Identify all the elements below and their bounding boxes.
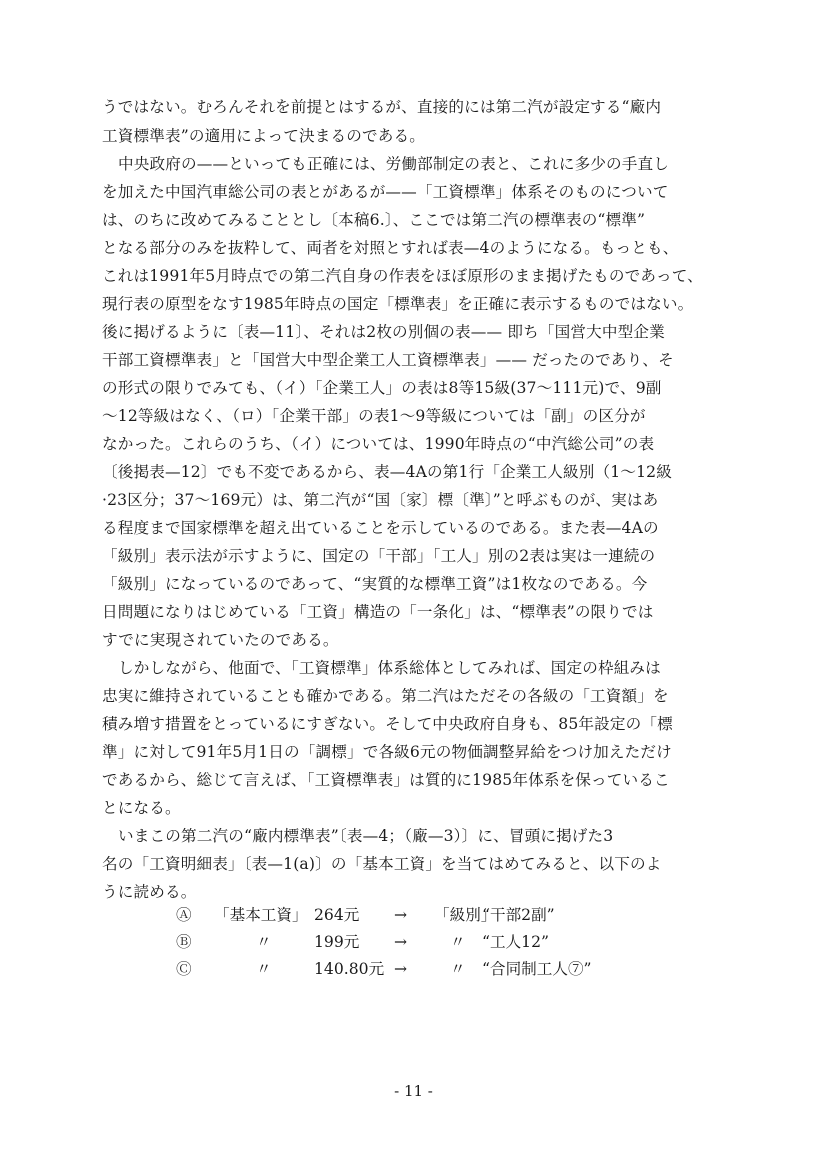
arrow-icon: → [394, 933, 408, 951]
body-line: を加えた中国汽車総公司の表とがあるが——「工資標準」体系そのものについて [102, 183, 669, 201]
body-line: であるから、総じて言えば、「工資標準表」は質的に1985年体系を保っているこ [102, 771, 670, 789]
body-line: る程度まで国家標準を超え出ていることを示しているのである。また表—4Aの [102, 519, 659, 537]
body-line: 中央政府の——といっても正確には、労働部制定の表と、これに多少の手直し [118, 155, 670, 173]
list-item-value: 140.80元 [314, 960, 385, 978]
body-line: これは1991年5月時点での第二汽自身の作表をほぼ原形のまま掲げたものであって、 [102, 267, 703, 285]
body-line: 忠実に維持されていることも確かである。第二汽はただその各級の「工資額」を [102, 687, 669, 705]
body-line: ～12等級はなく、（ロ）「企業干部」の表1～9等級については「副」の区分が [102, 407, 646, 425]
list-item-value: 264元 [314, 906, 360, 924]
list-item [176, 929, 646, 955]
body-line: 現行表の原型をなす1985年時点の国定「標準表」を正確に表示するものではない。 [102, 295, 694, 313]
list-item [176, 902, 646, 928]
body-line: うではない。むろんそれを前提とはするが、直接的には第二汽が設定する“廠内 [102, 98, 662, 116]
list-item-grade: “干部2副” [482, 906, 555, 924]
body-line: 「級別」になっているのであって、“実質的な標準工資”は1枚なのである。今 [102, 575, 648, 593]
body-line: とになる。 [102, 799, 181, 817]
body-line: 後に掲げるように〔表—11〕、それは2枚の別個の表—— 即ち「国営大中型企業 [102, 323, 665, 341]
body-line: は、のちに改めてみることとし〔本稿6.〕、ここでは第二汽の標準表の“標準” [102, 211, 646, 229]
page-number: - 11 - [394, 1082, 433, 1100]
body-line: 工資標準表”の適用によって決まるのである。 [102, 127, 425, 145]
body-line: ·23区分；37～169元）は、第二汽が“国〔家〕標〔準〕”と呼ぶものが、実はあ [102, 491, 659, 509]
list-marker: Ⓐ [176, 906, 192, 924]
body-line: しかしながら、他面で、「工資標準」体系総体としてみれば、国定の枠組みは [118, 659, 661, 677]
list-item-grade: “工人12” [482, 933, 549, 951]
body-line: となる部分のみを抜粋して、両者を対照とすれば表—4のようになる。もっとも、 [102, 239, 679, 257]
list-item-value: 199元 [314, 933, 360, 951]
body-line: うに読める。 [102, 883, 197, 901]
list-item-label: 〃 [256, 960, 272, 978]
body-line: 日問題になりはじめている「工資」構造の「一条化」は、“標準表”の限りでは [102, 603, 654, 621]
body-line: 干部工資標準表」と「国営大中型企業工人工資標準表」—— だったのであり、そ [102, 351, 674, 369]
list-item-label: 「基本工資」 [214, 906, 308, 924]
body-line: なかった。これらのうち、（イ）については、1990年時点の“中汽総公司”の表 [102, 435, 655, 453]
body-line: 〔後掲表—12〕でも不変であるから、表—4Aの第1行「企業工人級別（1～12級 [102, 463, 672, 481]
body-line: 準」に対して91年5月1日の「調標」で各級6元の物価調整昇給をつけ加えただけ [102, 743, 672, 761]
arrow-icon: → [394, 906, 408, 924]
body-line: 「級別」表示法が示すように、国定の「干部」「工人」別の2表は実は一連続の [102, 547, 656, 565]
list-marker: Ⓑ [176, 933, 192, 951]
list-item-category: 〃 [450, 933, 466, 951]
list-marker: Ⓒ [176, 960, 192, 978]
list-item [176, 956, 646, 982]
body-line: いまこの第二汽の“廠内標準表”〔表—4；（廠—3）〕に、冒頭に掲げた3 [118, 827, 614, 845]
body-line: すでに実現されていたのである。 [102, 631, 339, 649]
body-line: の形式の限りでみても、（イ）「企業工人」の表は8等15級(37～111元)で、9副 [102, 379, 662, 397]
list-item-category: 〃 [450, 960, 466, 978]
body-line: 積み増す措置をとっているにすぎない。そして中央政府自身も、85年設定の「標 [102, 715, 673, 733]
list-item-label: 〃 [256, 933, 272, 951]
list-item-category: 「級別」 [434, 906, 497, 924]
arrow-icon: → [394, 960, 408, 978]
body-line: 名の「工資明細表」〔表—1(a)〕の「基本工資」を当てはめてみると、以下のよ [102, 855, 662, 873]
list-item-grade: “合同制工人⑦” [482, 960, 592, 978]
